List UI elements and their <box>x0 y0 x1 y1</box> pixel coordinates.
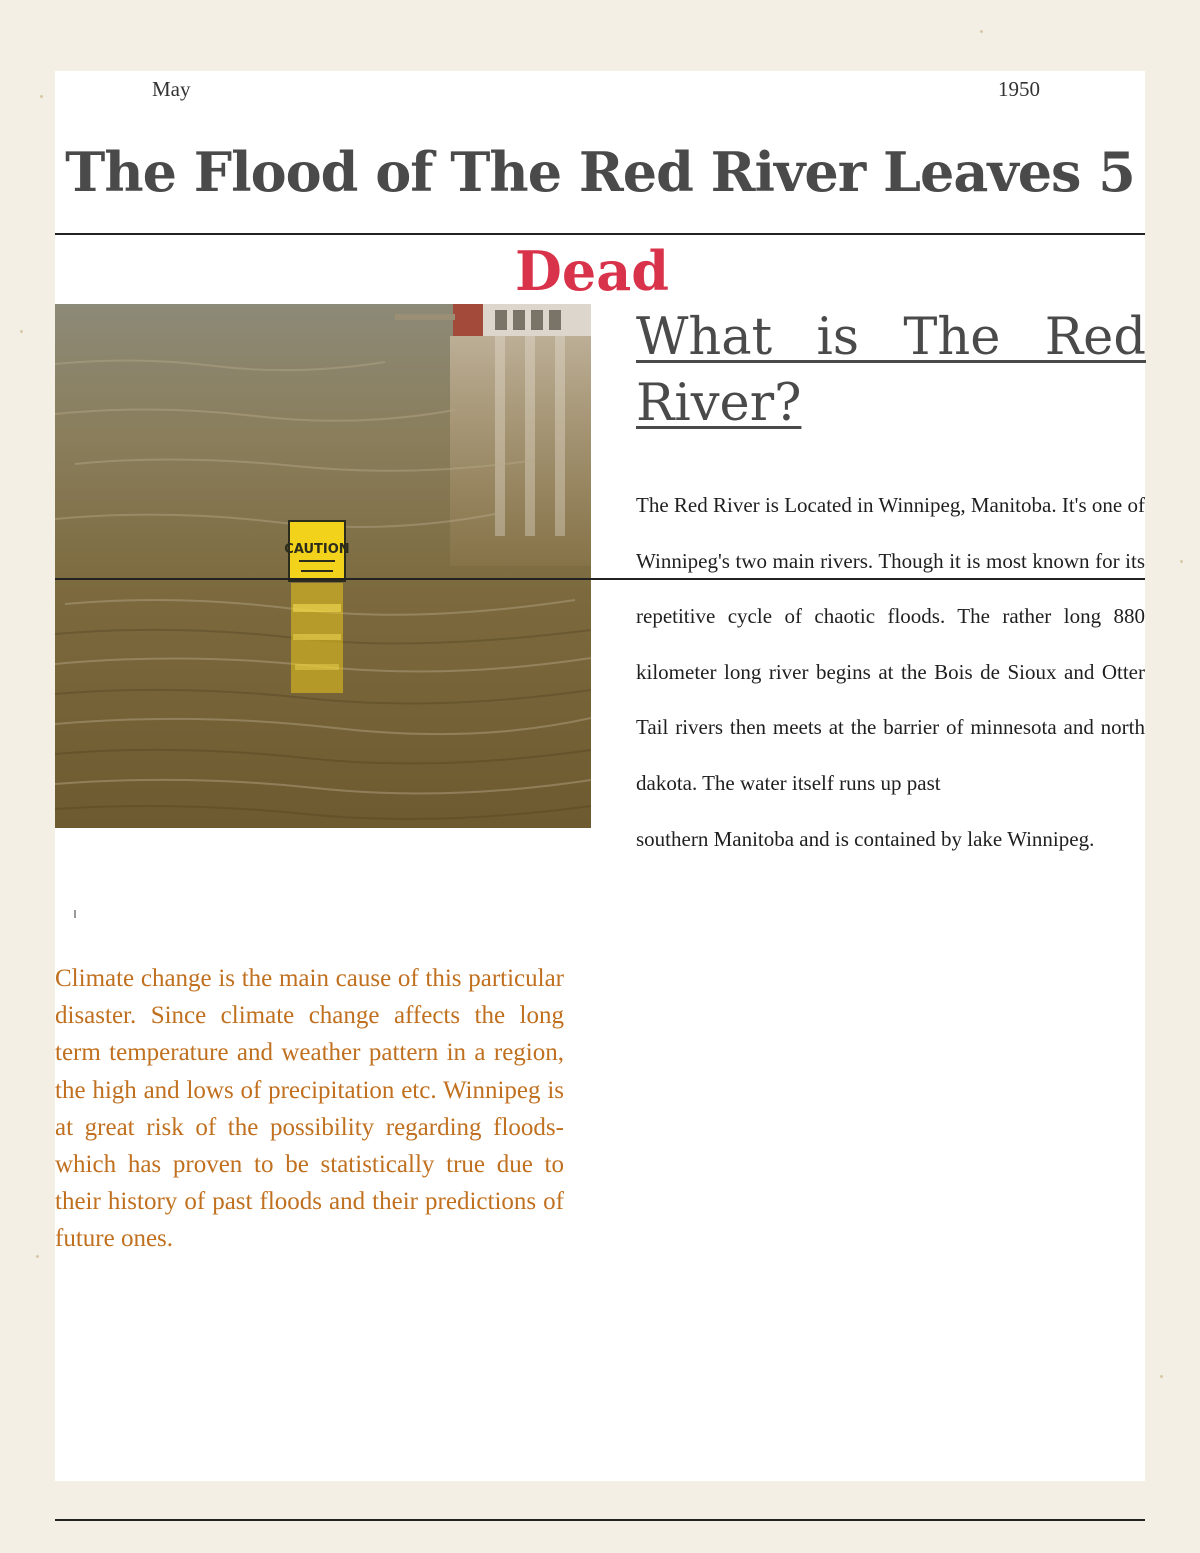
headline-continuation: Dead <box>515 239 669 303</box>
paper-speck <box>20 330 23 333</box>
section-title: What is The Red River? <box>636 308 1146 433</box>
article-paragraph: southern Manitoba and is contained by lake Winnipeg. <box>636 826 1095 851</box>
header-month: May <box>152 77 191 101</box>
paper-speck <box>1160 1375 1163 1378</box>
climate-change-sidebar: Climate change is the main cause of this particular disaster. Since climate change affects the long term temperature and weather pattern in a region, the high and lows of precipitation etc. Winnipeg is at great risk of the possibility regarding floods- which has proven to be statistically true due to their history of past floods and their predictions of future ones. <box>55 965 564 1253</box>
caution-sign-text: CAUTION <box>284 542 350 557</box>
flood-photo <box>55 304 591 828</box>
paper-speck <box>980 30 983 33</box>
paper-speck <box>40 95 43 98</box>
headline-divider <box>55 233 1145 235</box>
footer-divider <box>55 1519 1145 1521</box>
stray-mark <box>74 910 76 918</box>
headline: The Flood of The Red River Leaves 5 <box>65 140 1135 204</box>
article-paragraph: The Red River is Located in Winnipeg, Manitoba. It's one of Winnipeg's two main rivers. Though it is most known for its repetitive cycle of chaotic floods. The rather long 880 kilometer long river begins at the Bois de Sioux and Otter Tail rivers then meets at the barrier of minnesota and north dakota. The water itself runs up past <box>636 493 1145 795</box>
paper-speck <box>36 1255 39 1258</box>
header-year: 1950 <box>998 77 1040 101</box>
paper-speck <box>1180 560 1183 563</box>
article-body <box>636 478 1145 867</box>
